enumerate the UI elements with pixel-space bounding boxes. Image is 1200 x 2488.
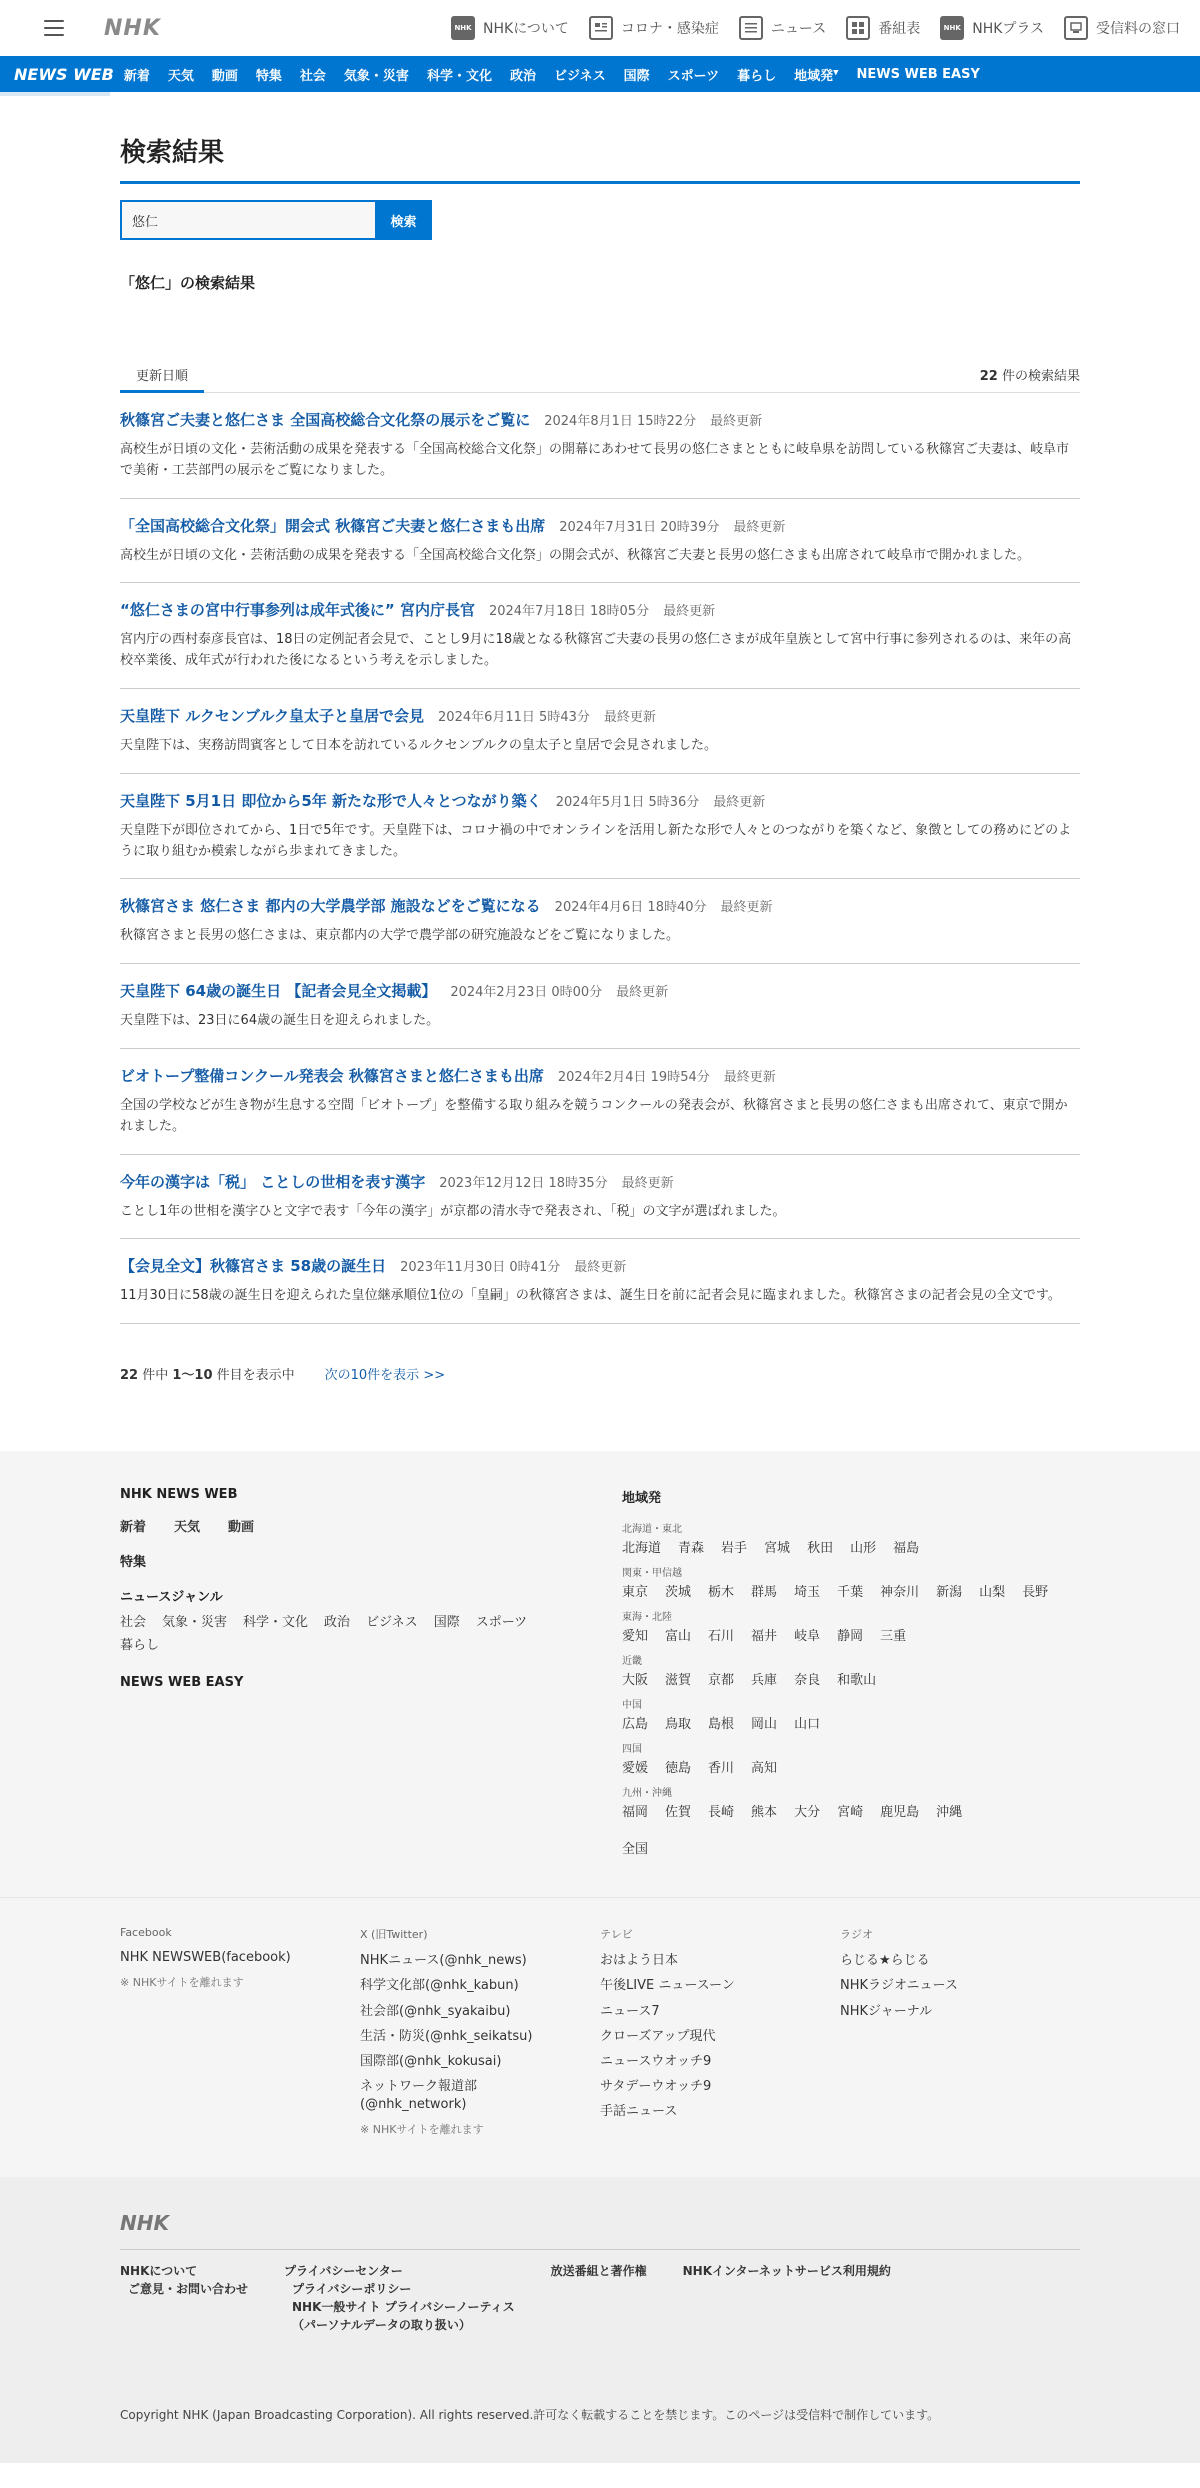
sort-bar — [120, 365, 1080, 393]
region-list — [622, 1757, 1080, 1776]
region-link[interactable]: 和歌山 — [837, 1673, 877, 1689]
search-button[interactable]: 検索 — [375, 200, 432, 240]
nav-item-international[interactable]: 国際 — [623, 68, 650, 84]
footer-region-column — [622, 1487, 1080, 1857]
nhk-icon: NHK — [451, 16, 475, 40]
region-link[interactable]: 京都 — [708, 1673, 735, 1689]
result-updated-label: 最終更新 — [663, 604, 716, 620]
search-input[interactable] — [120, 200, 375, 240]
result-updated-label: 最終更新 — [621, 1175, 674, 1191]
region-link[interactable]: 香川 — [708, 1761, 735, 1777]
result-title-link[interactable]: 【会見全文】秋篠宮さま 58歳の誕生日 — [120, 1257, 387, 1276]
footer-genre-heading: ニュースジャンル — [120, 1590, 223, 1606]
footer-nav — [0, 1451, 1200, 1897]
top-link-program-guide[interactable] — [846, 16, 920, 40]
query-heading: 「悠仁」の検索結果 — [120, 274, 256, 292]
footer-genre-link[interactable]: 科学・文化 — [243, 1615, 309, 1631]
nav-brand-underline — [0, 92, 110, 96]
nav-item-new[interactable]: 新着 — [123, 68, 150, 84]
region-list — [622, 1713, 1080, 1732]
footer-link-special[interactable]: 特集 — [120, 1555, 147, 1571]
external-site-note: ※ NHKサイトを離れます — [120, 1976, 244, 1990]
contact-link[interactable]: ご意見・お問い合わせ — [128, 2282, 249, 2297]
nav-item-weather[interactable]: 天気 — [167, 68, 194, 84]
tv-column — [600, 1926, 840, 2137]
result-list — [120, 393, 1080, 1324]
top-link-receipt[interactable] — [1064, 16, 1180, 40]
result-count-number: 22 — [979, 369, 998, 384]
news-web-navbar — [0, 56, 1200, 92]
region-label: 四国 — [622, 1744, 642, 1756]
legal-col-about — [120, 2262, 248, 2334]
tv-program-link[interactable]: おはよう日本 — [600, 1953, 679, 1969]
nav-items — [124, 65, 980, 84]
top-link-news[interactable] — [739, 16, 826, 40]
result-title-link[interactable]: “悠仁さまの宮中行事参列は成年式後に” 宮内庁長官 — [120, 601, 475, 620]
region-link[interactable]: 鹿児島 — [880, 1805, 920, 1821]
result-date: 2024年7月31日 20時39分 — [559, 519, 720, 535]
twitter-link[interactable]: 社会部(@nhk_syakaibu) — [360, 2003, 511, 2019]
region-link[interactable]: 宮城 — [764, 1541, 791, 1557]
region-link[interactable]: 神奈川 — [880, 1585, 920, 1601]
footer-genre-link[interactable]: スポーツ — [475, 1615, 528, 1631]
region-label: 東海・北陸 — [622, 1612, 672, 1624]
radio-program-link[interactable]: NHKジャーナル — [840, 2003, 933, 2019]
result-count-suffix: 件の検索結果 — [997, 369, 1080, 384]
region-link[interactable]: 北海道 — [622, 1541, 662, 1557]
receipt-icon — [1064, 16, 1088, 40]
result-item — [120, 499, 1080, 584]
region-link[interactable]: 石川 — [708, 1629, 735, 1645]
nav-item-science[interactable]: 科学・文化 — [426, 68, 492, 84]
twitter-link[interactable]: 国際部(@nhk_kokusai) — [360, 2053, 502, 2069]
page-title: 検索結果 — [120, 132, 1080, 184]
result-date: 2024年2月4日 19時54分 — [557, 1069, 710, 1085]
result-description: 天皇陛下が即位されてから、1日で5年です。天皇陛下は、コロナ禍の中でオンラインを活用し新たな形で人々とのつながりを築くなど、象徴としての務めにどのように取り組むか模索しながら歩まれてきました。 — [120, 822, 1072, 859]
legal-footer — [0, 2177, 1200, 2463]
twitter-column — [360, 1926, 600, 2137]
result-title-link[interactable]: 秋篠宮さま 悠仁さま 都内の大学農学部 施設などをご覧になる — [120, 897, 541, 916]
region-link[interactable]: 静岡 — [837, 1629, 864, 1645]
facebook-column — [120, 1926, 360, 2137]
radio-program-link[interactable]: らじる★らじる — [840, 1953, 930, 1969]
result-item — [120, 1049, 1080, 1155]
result-title-link[interactable]: 秋篠宮ご夫妻と悠仁さま 全国高校総合文化祭の展示をご覧に — [120, 411, 531, 429]
nav-item-life[interactable]: 暮らし — [737, 68, 777, 84]
result-date: 2023年11月30日 0時41分 — [400, 1260, 561, 1276]
about-nhk-link[interactable]: NHKについて — [120, 2264, 198, 2279]
sort-tab-updated[interactable]: 更新日順 — [120, 365, 204, 393]
region-label: 中国 — [622, 1700, 642, 1712]
region-link[interactable]: 沖縄 — [936, 1805, 963, 1821]
region-list — [622, 1669, 1080, 1688]
menu-icon[interactable] — [44, 20, 64, 36]
result-date: 2023年12月12日 18時35分 — [439, 1175, 608, 1191]
result-description: 秋篠宮さまと長男の悠仁さまは、東京都内の大学で農学部の研究施設などをご覧になりました。 — [120, 928, 680, 944]
twitter-link[interactable]: 生活・防災(@nhk_seikatsu) — [360, 2028, 533, 2044]
privacy-notice-link[interactable] — [284, 2298, 515, 2334]
region-link[interactable]: 大阪 — [622, 1673, 649, 1689]
footer-news-web-heading[interactable]: NHK NEWS WEB — [120, 1487, 238, 1503]
footer-region-heading[interactable]: 地域発 — [622, 1491, 662, 1507]
region-link[interactable]: 大分 — [794, 1805, 821, 1821]
facebook-heading: Facebook — [120, 1926, 172, 1940]
result-description: 宮内庁の西村泰彦長官は、18日の定例記者会見で、ことし9月に18歳となる秋篠宮ご夫妻の長男の悠仁さまが成年皇族として宮中行事に参列されるのは、来年の高校卒業後、成年式が行われた後になるという考えを示しました。 — [120, 632, 1072, 669]
top-link-label: 番組表 — [878, 21, 921, 37]
nav-item-business[interactable]: ビジネス — [553, 68, 606, 84]
region-link[interactable]: 徳島 — [665, 1761, 692, 1777]
twitter-heading: X (旧Twitter) — [360, 1928, 428, 1942]
tv-heading: テレビ — [600, 1928, 633, 1942]
program-guide-icon — [846, 16, 870, 40]
nhk-plus-icon: NHK — [940, 16, 964, 40]
next-page-link[interactable]: 次の10件を表示 >> — [324, 1368, 446, 1384]
result-item — [120, 1155, 1080, 1240]
main-content — [120, 132, 1080, 1383]
region-link[interactable]: 福岡 — [622, 1805, 649, 1821]
result-count — [980, 365, 1080, 392]
search-form — [120, 200, 1080, 240]
nav-item-society[interactable]: 社会 — [299, 68, 326, 84]
pagination-total-suffix: 件中 — [138, 1368, 173, 1384]
result-item — [120, 583, 1080, 689]
legal-col-terms — [683, 2262, 891, 2334]
nhk-logo[interactable]: NHK — [104, 15, 161, 41]
tv-program-link[interactable]: クローズアップ現代 — [600, 2028, 716, 2044]
footer-link-new[interactable]: 新着 — [120, 1520, 147, 1536]
region-link[interactable]: 高知 — [751, 1761, 778, 1777]
top-link-nhk-plus[interactable] — [940, 16, 1044, 40]
result-title-link[interactable]: 天皇陛下 64歳の誕生日 【記者会見全文掲載】 — [120, 982, 437, 1001]
result-description: 11月30日に58歳の誕生日を迎えられた皇位継承順位1位の「皇嗣」の秋篠宮さまは、誕生日を前に記者会見に臨まれました。秋篠宮さまの記者会見の全文です。 — [120, 1288, 1061, 1304]
region-link[interactable]: 岡山 — [751, 1717, 778, 1733]
region-link[interactable]: 山形 — [850, 1541, 877, 1557]
nav-item-region-label: 地域発 — [794, 68, 834, 84]
result-updated-label: 最終更新 — [733, 519, 786, 535]
top-link-corona[interactable] — [589, 16, 719, 40]
region-link[interactable]: 茨城 — [665, 1585, 692, 1601]
nav-item-politics[interactable]: 政治 — [509, 68, 536, 84]
result-title-link[interactable]: 今年の漢字は「税」 ことしの世相を表す漢字 — [120, 1172, 426, 1191]
tv-program-link[interactable]: ニュース7 — [600, 2003, 660, 2019]
region-link[interactable]: 熊本 — [751, 1805, 778, 1821]
result-description: 天皇陛下は、23日に64歳の誕生日を迎えられました。 — [120, 1013, 440, 1029]
privacy-notice-label: NHK一般サイト プライバシーノーティス — [292, 2300, 515, 2315]
social-footer — [0, 1897, 1200, 2177]
result-title-link[interactable]: ビオトープ整備コンクール発表会 秋篠宮さまと悠仁さまも出席 — [120, 1066, 544, 1085]
privacy-policy-link[interactable]: プライバシーポリシー — [292, 2282, 412, 2297]
nav-item-special[interactable]: 特集 — [255, 68, 282, 84]
radio-column — [840, 1926, 1080, 2137]
tv-program-link[interactable]: ニュースウオッチ9 — [600, 2053, 712, 2069]
region-link[interactable]: 栃木 — [708, 1585, 735, 1601]
region-link[interactable]: 群馬 — [751, 1585, 778, 1601]
result-date: 2024年6月11日 5時43分 — [438, 709, 590, 725]
top-links — [451, 16, 1180, 40]
tv-program-link[interactable]: 手話ニュース — [600, 2104, 678, 2120]
result-title-link[interactable]: 天皇陛下 ルクセンブルク皇太子と皇居で会見 — [120, 706, 425, 725]
pagination-status — [120, 1364, 295, 1383]
region-link[interactable]: 愛媛 — [622, 1761, 649, 1777]
pagination-range-suffix: 件目を表示中 — [212, 1368, 295, 1384]
twitter-link[interactable]: NHKニュース(@nhk_news) — [360, 1953, 527, 1969]
region-link[interactable]: 長崎 — [708, 1805, 735, 1821]
legal-col-copyright — [551, 2262, 647, 2334]
region-link[interactable]: 富山 — [665, 1629, 692, 1645]
caret-down-icon: ▼ — [833, 68, 839, 77]
result-item — [120, 393, 1080, 499]
result-updated-label: 最終更新 — [720, 900, 773, 916]
footer-news-web-column — [120, 1487, 622, 1857]
footer-link-easy[interactable]: NEWS WEB EASY — [120, 1675, 244, 1691]
region-link[interactable]: 福島 — [893, 1541, 920, 1557]
region-link[interactable]: 兵庫 — [751, 1673, 778, 1689]
result-title-link[interactable]: 「全国高校総合文化祭」開会式 秋篠宮ご夫妻と悠仁さまも出席 — [120, 516, 546, 535]
region-list — [622, 1581, 1080, 1600]
twitter-link[interactable]: 科学文化部(@nhk_kabun) — [360, 1978, 519, 1994]
region-link[interactable]: 宮崎 — [837, 1805, 864, 1821]
result-description: ことし1年の世相を漢字ひと文字で表す「今年の漢字」が京都の清水寺で発表され、「税」の文字が選ばれました。 — [120, 1203, 786, 1219]
result-item — [120, 1239, 1080, 1324]
result-description: 高校生が日頃の文化・芸術活動の成果を発表する「全国高校総合文化祭」の開会式が、秋篠宮ご夫妻と長男の悠仁さまも出席されて岐阜市で開かれました。 — [120, 547, 1031, 563]
result-date: 2024年2月23日 0時00分 — [450, 985, 603, 1001]
footer-genre-link[interactable]: 暮らし — [120, 1638, 160, 1654]
top-link-label: NHKプラス — [972, 21, 1044, 37]
region-link[interactable]: 岐阜 — [794, 1629, 821, 1645]
region-list — [622, 1625, 1080, 1644]
top-header — [0, 0, 1200, 56]
footer-link-video[interactable]: 動画 — [228, 1520, 255, 1536]
result-date: 2024年7月18日 18時05分 — [488, 604, 650, 620]
region-label: 九州・沖縄 — [622, 1788, 672, 1800]
region-link[interactable]: 山口 — [794, 1717, 821, 1733]
region-link[interactable]: 三重 — [880, 1629, 907, 1645]
region-link[interactable]: 山梨 — [979, 1585, 1006, 1601]
footer-genre-link[interactable]: 国際 — [433, 1615, 460, 1631]
result-date: 2024年5月1日 5時36分 — [555, 794, 700, 810]
top-link-label: NHKについて — [483, 21, 569, 37]
copyright-text: Copyright NHK (Japan Broadcasting Corporation). All rights reserved.許可なく転載することを禁じます。このページは受信料で制作しています。 — [120, 2408, 940, 2423]
result-updated-label: 最終更新 — [616, 985, 669, 1001]
result-description: 全国の学校などが生き物が生息する空間「ビオトープ」を整備する取り組みを競うコンクールの発表会が、秋篠宮さまと長男の悠仁さまも出席されて、東京で開かれました。 — [120, 1097, 1068, 1134]
result-description: 天皇陛下は、実務訪問賓客として日本を訪れているルクセンブルクの皇太子と皇居で会見されました。 — [120, 737, 717, 753]
region-link-nationwide[interactable]: 全国 — [622, 1842, 649, 1858]
footer-genre-link[interactable]: 政治 — [324, 1615, 351, 1631]
region-link[interactable]: 東京 — [622, 1585, 649, 1601]
top-link-label: 受信料の窓口 — [1096, 21, 1180, 37]
result-item — [120, 964, 1080, 1049]
result-date: 2024年4月6日 18時40分 — [554, 900, 707, 916]
region-link[interactable]: 鳥取 — [665, 1717, 692, 1733]
news-grid-icon — [589, 16, 613, 40]
region-link[interactable]: 奈良 — [794, 1673, 821, 1689]
legal-col-privacy — [284, 2262, 515, 2334]
top-link-label: ニュース — [770, 21, 827, 37]
top-link-about[interactable] — [451, 16, 569, 40]
region-link[interactable]: 秋田 — [807, 1541, 834, 1557]
nav-item-disaster[interactable]: 気象・災害 — [343, 68, 409, 84]
result-item — [120, 774, 1080, 880]
footer-genre-links — [120, 1611, 540, 1653]
region-link[interactable]: 新潟 — [936, 1585, 963, 1601]
top-link-label: コロナ・感染症 — [620, 21, 719, 37]
region-link[interactable]: 愛知 — [622, 1629, 649, 1645]
region-label: 関東・甲信越 — [622, 1568, 682, 1580]
nav-item-region[interactable] — [794, 65, 838, 84]
result-item — [120, 689, 1080, 774]
news-web-brand[interactable]: NEWS WEB — [14, 64, 114, 84]
footer-genre-link[interactable]: 気象・災害 — [162, 1615, 228, 1631]
pagination — [120, 1364, 1080, 1383]
result-item — [120, 879, 1080, 964]
region-link[interactable]: 岩手 — [721, 1541, 748, 1557]
legal-links — [120, 2262, 1080, 2334]
nav-item-easy[interactable]: NEWS WEB EASY — [856, 66, 980, 82]
facebook-link[interactable]: NHK NEWSWEB(facebook) — [120, 1950, 291, 1966]
region-link[interactable]: 佐賀 — [665, 1805, 692, 1821]
region-link[interactable]: 広島 — [622, 1717, 649, 1733]
region-link[interactable]: 長野 — [1022, 1585, 1049, 1601]
result-updated-label: 最終更新 — [713, 794, 766, 810]
nav-item-video[interactable]: 動画 — [211, 68, 238, 84]
privacy-center-link[interactable]: プライバシーセンター — [284, 2264, 403, 2279]
footer-genre-link[interactable]: 社会 — [120, 1615, 147, 1631]
region-label: 北海道・東北 — [622, 1524, 682, 1536]
privacy-notice-sub: （パーソナルデータの取り扱い） — [292, 2318, 471, 2333]
result-title-link[interactable]: 天皇陛下 5月1日 即位から5年 新たな形で人々とつながり築く — [120, 791, 542, 810]
result-updated-label: 最終更新 — [574, 1260, 627, 1276]
radio-program-link[interactable]: NHKラジオニュース — [840, 1978, 958, 1994]
region-link[interactable]: 福井 — [751, 1629, 778, 1645]
result-updated-label: 最終更新 — [710, 414, 763, 429]
tv-program-link[interactable]: 午後LIVE ニュースーン — [600, 1978, 735, 1994]
radio-heading: ラジオ — [840, 1928, 873, 1942]
footer-main-links — [120, 1516, 622, 1535]
pagination-total: 22 — [120, 1368, 139, 1384]
footer-nhk-logo[interactable]: NHK — [120, 2211, 1080, 2250]
pagination-range: 1〜10 — [172, 1368, 213, 1384]
result-updated-label: 最終更新 — [603, 709, 656, 725]
region-link[interactable]: 島根 — [708, 1717, 735, 1733]
external-site-note: ※ NHKサイトを離れます — [360, 2123, 484, 2137]
twitter-link[interactable]: ネットワーク報道部(@nhk_network) — [360, 2079, 478, 2113]
region-link[interactable]: 青森 — [678, 1541, 705, 1557]
tv-program-link[interactable]: サタデーウオッチ9 — [600, 2079, 712, 2095]
result-description: 高校生が日頃の文化・芸術活動の成果を発表する「全国高校総合文化祭」の開幕にあわせて長男の悠仁さまとともに岐阜県を訪問している秋篠宮ご夫妻は、岐阜市で美術・工芸部門の展示をご覧になりました。 — [120, 442, 1070, 478]
result-updated-label: 最終更新 — [723, 1069, 776, 1085]
footer-genre-link[interactable]: ビジネス — [366, 1615, 418, 1631]
news-icon — [739, 16, 763, 40]
region-link[interactable]: 千葉 — [837, 1585, 864, 1601]
footer-link-weather[interactable]: 天気 — [174, 1520, 201, 1536]
copyright-policy-link[interactable]: 放送番組と著作権 — [550, 2264, 647, 2279]
region-list — [622, 1537, 1080, 1556]
result-date: 2024年8月1日 15時22分 — [544, 414, 697, 429]
terms-link[interactable]: NHKインターネットサービス利用規約 — [682, 2264, 891, 2279]
region-link[interactable]: 滋賀 — [665, 1673, 692, 1689]
region-label: 近畿 — [622, 1656, 642, 1668]
region-list — [622, 1801, 1080, 1820]
nav-item-sports[interactable]: スポーツ — [667, 68, 720, 84]
region-link[interactable]: 埼玉 — [794, 1585, 821, 1601]
